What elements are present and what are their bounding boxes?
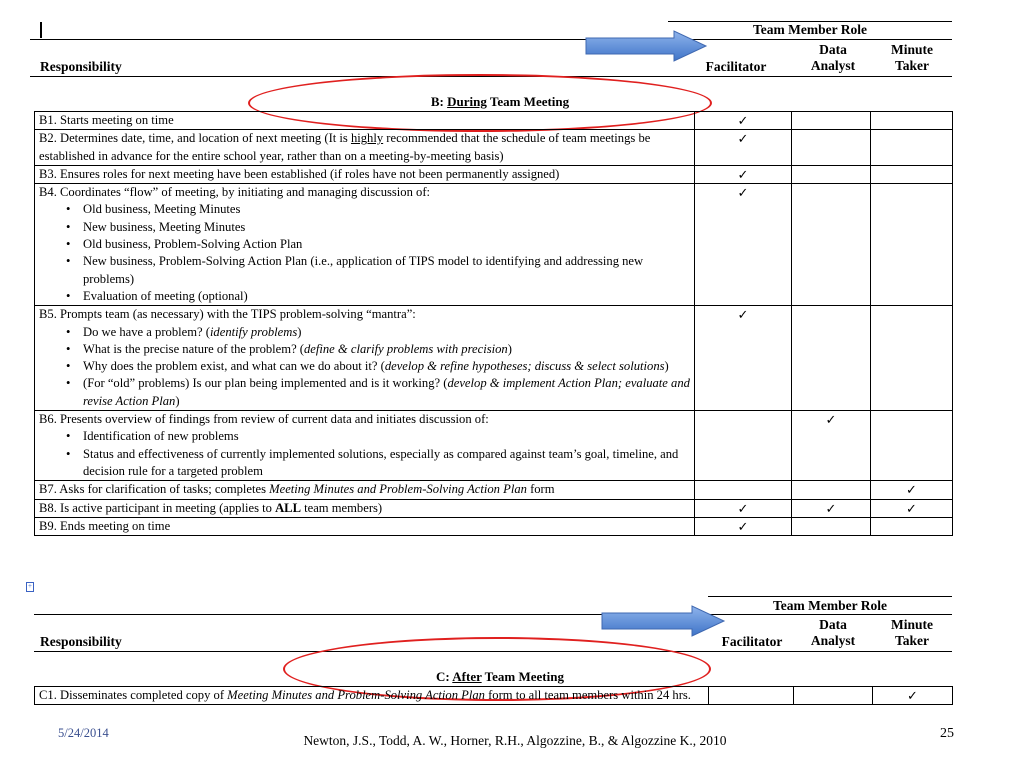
row-text-italic: Meeting Minutes and Problem-Solving Action Plan — [227, 688, 485, 702]
responsibility-cell — [35, 130, 695, 166]
responsibility-cell — [35, 184, 695, 306]
responsibility-cell — [35, 499, 695, 517]
minute-taker-check: ✓ — [871, 499, 953, 517]
taker-label: Taker — [894, 633, 929, 648]
minute-taker-check — [871, 306, 953, 411]
analyst-label: Analyst — [810, 633, 856, 648]
responsibility-cell — [35, 306, 695, 411]
data-analyst-check — [794, 687, 873, 705]
header2-top-rule — [708, 596, 952, 597]
section-c-underlined: After — [452, 669, 482, 684]
row-text: B6. Presents overview of findings from review of current data and initiates discussion of: — [39, 412, 489, 427]
table-row — [35, 481, 953, 499]
footer-date: 5/24/2014 — [58, 726, 109, 740]
data-label: Data — [819, 617, 847, 632]
bullet-text: ) — [175, 393, 180, 408]
arrow-right-icon — [584, 29, 710, 63]
team-member-role-heading: Team Member Role — [753, 22, 867, 37]
list-item: • New business, Meeting Minutes — [83, 219, 690, 236]
table-row — [35, 112, 953, 130]
minute-taker-heading-2 — [878, 617, 946, 649]
arrow-right-icon — [600, 604, 728, 638]
facilitator-check: ✓ — [695, 165, 792, 183]
bullet-italic: develop & implement Action Plan; evaluate and revise Action Plan — [83, 376, 690, 408]
bullet-text: Why does the problem exist, and what can we do about it? ( — [83, 359, 385, 374]
minute-taker-check: ✓ — [873, 687, 953, 705]
section-c-prefix: C: — [436, 669, 453, 684]
data-analyst-check — [792, 112, 871, 130]
table-row — [35, 499, 953, 517]
table-row — [35, 687, 953, 705]
list-item — [83, 324, 690, 341]
facilitator-check: ✓ — [695, 499, 792, 517]
header-mid-rule — [30, 39, 952, 40]
list-item: • Evaluation of meeting (optional) — [83, 288, 690, 305]
row-text: B5. Prompts team (as necessary) with the TIPS problem-solving “mantra”: — [39, 307, 416, 322]
facilitator-heading-2: Facilitator — [721, 634, 783, 649]
table-row — [35, 184, 953, 306]
text-cursor-mark — [40, 22, 42, 38]
bullet-italic: define & clarify problems with precision — [304, 341, 508, 356]
facilitator-check — [709, 687, 794, 705]
taker-label: Taker — [894, 58, 929, 73]
minute-taker-heading — [878, 42, 946, 74]
table-row — [35, 411, 953, 481]
facilitator-check: ✓ — [695, 306, 792, 411]
section-b-underlined: During — [447, 94, 487, 109]
bullet-text: ) — [664, 359, 669, 374]
bullet-text: (For “old” problems) Is our plan being implemented and is it working? ( — [83, 376, 448, 391]
row-text: form to all team members within 24 hrs. — [484, 688, 691, 702]
row-text: B8. Is active participant in meeting (applies to — [39, 500, 276, 515]
minute-taker-check — [871, 411, 953, 481]
minute-label: Minute — [891, 42, 933, 57]
facilitator-check: ✓ — [695, 130, 792, 166]
data-analyst-heading — [802, 42, 864, 74]
list-item: • Old business, Meeting Minutes — [83, 201, 690, 218]
responsibility-cell — [35, 411, 695, 481]
table-row — [35, 306, 953, 411]
facilitator-check — [695, 481, 792, 499]
facilitator-check — [695, 411, 792, 481]
section-c-suffix: Team Meeting — [481, 669, 564, 684]
footer-citation: Newton, J.S., Todd, A. W., Horner, R.H., Algozzine, B., & Algozzine K., 2010 — [303, 733, 727, 748]
row-text-underlined: highly — [350, 131, 384, 146]
facilitator-heading: Facilitator — [705, 59, 767, 74]
row-text: form — [526, 482, 555, 497]
data-analyst-check — [792, 184, 871, 306]
row-text-bold: ALL — [275, 500, 301, 515]
row-text: team members) — [300, 500, 383, 515]
bullet-italic: develop & refine hypotheses; discuss & select solutions — [384, 359, 665, 374]
during-meeting-table — [34, 111, 953, 536]
data-analyst-check — [792, 481, 871, 499]
minute-taker-check — [871, 184, 953, 306]
bullet-text: Do we have a problem? ( — [83, 324, 210, 339]
row-text: C1. Disseminates completed copy of — [39, 688, 228, 702]
data-analyst-check — [792, 130, 871, 166]
list-item — [83, 341, 690, 358]
table-row — [35, 165, 953, 183]
minute-taker-check — [871, 112, 953, 130]
bullet-text: ) — [297, 324, 302, 339]
row-text: B4. Coordinates “flow” of meeting, by initiating and managing discussion of: — [39, 185, 431, 200]
facilitator-check: ✓ — [695, 517, 792, 535]
list-item: • Status and effectiveness of currently implemented solutions, especially as compared against team’s goal, timeline, and decision rule for a targeted problem — [83, 446, 690, 481]
minute-taker-check — [871, 165, 953, 183]
bullet-italic: identify problems — [209, 324, 298, 339]
responsibility-cell — [35, 687, 709, 705]
bullet-list — [39, 428, 690, 480]
bullet-list — [39, 201, 690, 305]
data-analyst-check — [792, 306, 871, 411]
row-text: B7. Asks for clarification of tasks; completes — [39, 482, 270, 497]
data-label: Data — [819, 42, 847, 57]
data-analyst-check — [792, 517, 871, 535]
header2-mid-rule — [34, 614, 952, 615]
page-number: 25 — [940, 726, 954, 741]
list-item — [83, 358, 690, 375]
responsibility-heading-2: Responsibility — [40, 634, 122, 649]
minute-taker-check: ✓ — [871, 481, 953, 499]
list-item: • New business, Problem-Solving Action Plan (i.e., application of TIPS model to identifying and addressing new problems) — [83, 253, 690, 288]
minute-label: Minute — [891, 617, 933, 632]
team-member-role-heading-2: Team Member Role — [773, 598, 887, 613]
table-row — [35, 517, 953, 535]
bullet-text: ) — [507, 341, 512, 356]
bullet-text: What is the precise nature of the problem? ( — [83, 341, 304, 356]
section-b-prefix: B: — [430, 94, 448, 109]
data-analyst-check — [792, 165, 871, 183]
list-item — [83, 375, 690, 410]
responsibility-heading: Responsibility — [40, 59, 122, 74]
analyst-label: Analyst — [810, 58, 856, 73]
row-text-italic: Meeting Minutes and Problem-Solving Action Plan — [269, 482, 527, 497]
facilitator-check: ✓ — [695, 112, 792, 130]
minute-taker-check — [871, 517, 953, 535]
facilitator-check: ✓ — [695, 184, 792, 306]
responsibility-cell: B9. Ends meeting on time — [35, 517, 695, 535]
section-b-suffix: Team Meeting — [486, 94, 570, 109]
after-meeting-table — [34, 686, 953, 705]
table-row — [35, 130, 953, 166]
responsibility-cell — [35, 481, 695, 499]
responsibility-cell: B1. Starts meeting on time — [35, 112, 695, 130]
responsibility-cell: B3. Ensures roles for next meeting have been established (if roles have not been permanently assigned) — [35, 165, 695, 183]
bullet-list — [39, 324, 690, 410]
list-item: • Old business, Problem-Solving Action Plan — [83, 236, 690, 253]
data-analyst-check: ✓ — [792, 499, 871, 517]
row-text: B2. Determines date, time, and location of next meeting (It is — [39, 131, 351, 146]
data-analyst-heading-2 — [802, 617, 864, 649]
data-analyst-check: ✓ — [792, 411, 871, 481]
minute-taker-check — [871, 130, 953, 166]
paste-options-icon[interactable]: + — [26, 582, 34, 592]
list-item: • Identification of new problems — [83, 428, 690, 445]
row-text: recommended that the schedule of team meetings be established in advance for the entire school year, rather than on a meeting-by-meeting basis) — [39, 131, 651, 163]
